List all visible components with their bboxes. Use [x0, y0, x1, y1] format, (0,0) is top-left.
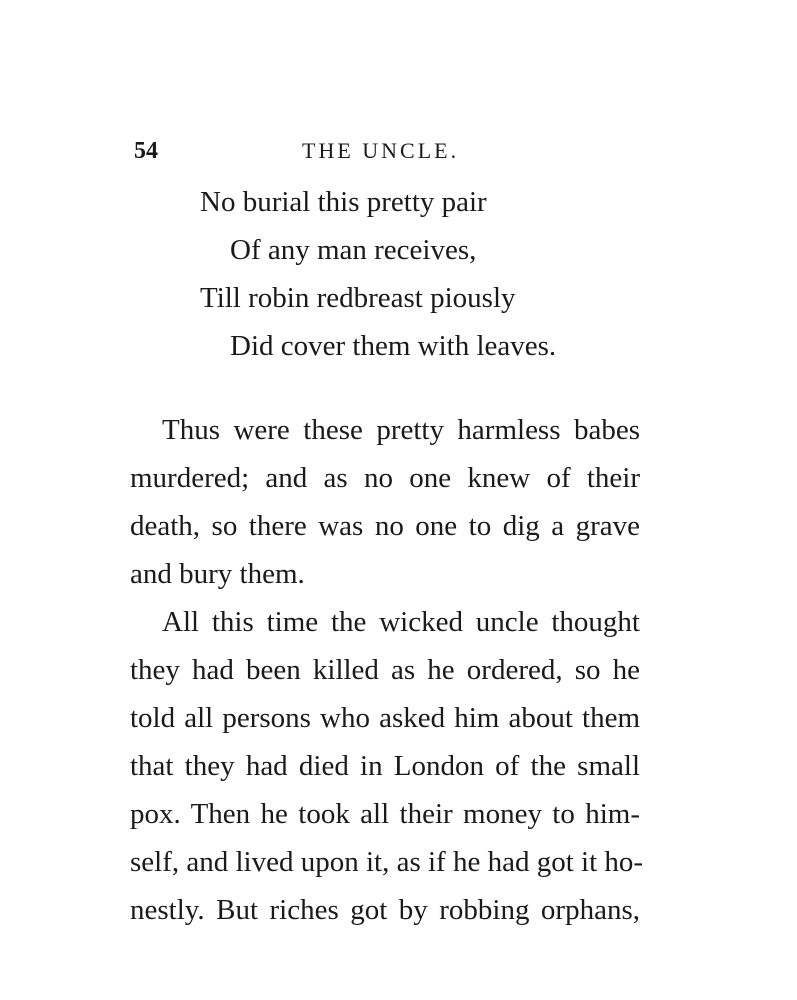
text-line: death, so there was no one to dig a grave [130, 510, 640, 542]
text-line: self, and lived upon it, as if he had got it ho- [130, 846, 644, 878]
text-line: Thus were these pretty harmless babes [162, 414, 640, 446]
running-head: THE UNCLE. [302, 138, 460, 163]
verse-line: Of any man receives, [230, 234, 477, 266]
text-line: and bury them. [130, 558, 305, 590]
text-line: All this time the wicked uncle thought [162, 606, 640, 638]
page-number: 54 [134, 138, 158, 164]
verse-line: No burial this pretty pair [200, 186, 487, 218]
text-line: they had been killed as he ordered, so he [130, 654, 640, 686]
text-line: told all persons who asked him about them [130, 702, 640, 734]
text-line: that they had died in London of the small [130, 750, 640, 782]
text-line: nestly. But riches got by robbing orphans, [130, 894, 640, 926]
text-line: pox. Then he took all their money to him- [130, 798, 640, 830]
verse-line: Till robin redbreast piously [200, 282, 516, 314]
verse-line: Did cover them with leaves. [230, 330, 557, 362]
text-line: murdered; and as no one knew of their [130, 462, 640, 494]
page-header [134, 136, 604, 166]
